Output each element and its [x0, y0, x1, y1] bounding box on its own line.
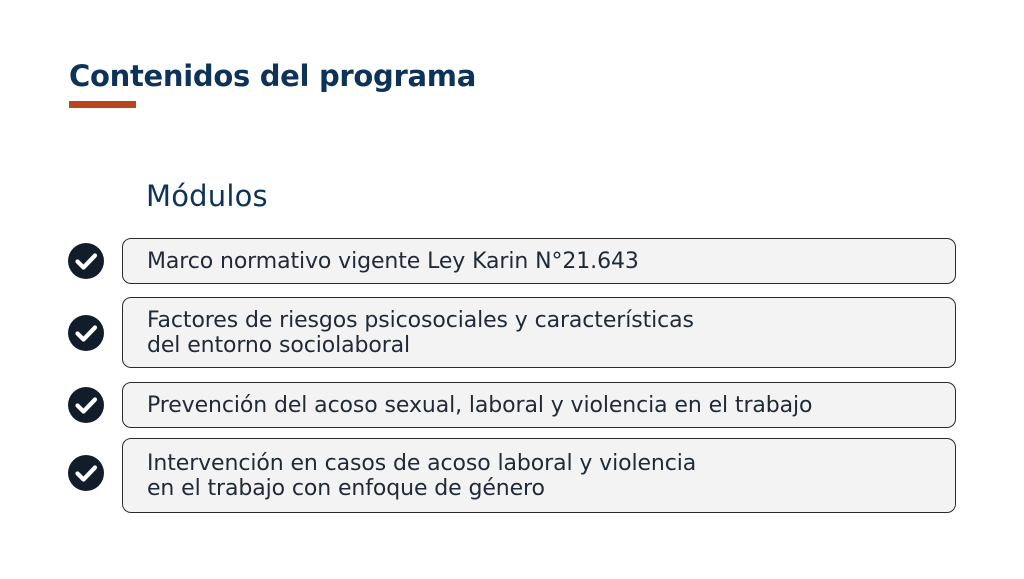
section-title: Módulos	[146, 179, 268, 213]
module-box	[122, 238, 956, 284]
check-circle-icon	[68, 315, 104, 351]
module-text: Factores de riesgos psicosociales y características del entorno sociolaboral	[147, 307, 694, 358]
module-box	[122, 297, 956, 368]
check-circle-icon	[68, 387, 104, 423]
title-accent-underline	[69, 101, 136, 108]
module-box	[122, 438, 956, 513]
module-text: Prevención del acoso sexual, laboral y violencia en el trabajo	[147, 392, 813, 418]
page-title: Contenidos del programa	[69, 59, 476, 93]
module-text: Marco normativo vigente Ley Karin N°21.643	[147, 248, 639, 274]
module-text: Intervención en casos de acoso laboral y violencia en el trabajo con enfoque de género	[147, 450, 697, 501]
check-circle-icon	[68, 243, 104, 279]
module-box	[122, 382, 956, 428]
check-circle-icon	[68, 455, 104, 491]
